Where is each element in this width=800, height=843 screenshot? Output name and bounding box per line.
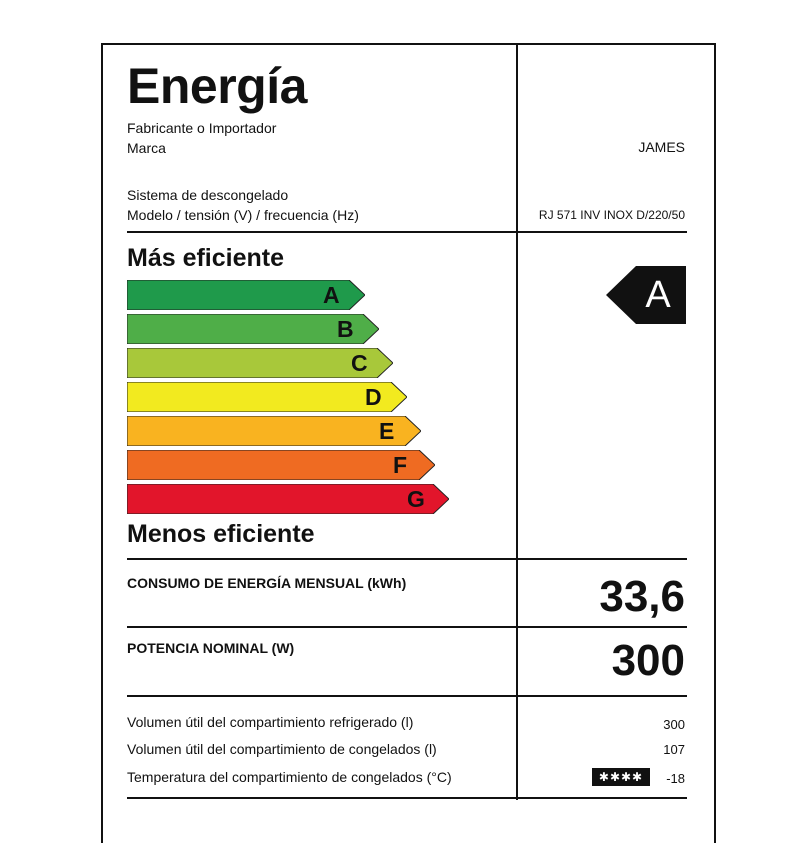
divider-bottom — [127, 797, 687, 799]
frozen-volume-label: Volumen útil del compartimiento de congelados (l) — [127, 741, 437, 757]
divider-power — [127, 695, 687, 697]
brand-value: JAMES — [638, 139, 685, 155]
efficiency-bar-c — [127, 348, 393, 378]
efficiency-bar-letter: A — [323, 282, 340, 308]
efficiency-bar-b — [127, 314, 379, 344]
efficiency-bar-letter: C — [351, 350, 368, 376]
manufacturer-label: Fabricante o Importador — [127, 120, 277, 136]
model-value: RJ 571 INV INOX D/220/50 — [538, 208, 685, 222]
power-label: POTENCIA NOMINAL (W) — [127, 640, 295, 656]
efficiency-bar-g — [127, 484, 449, 514]
brand-label: Marca — [127, 140, 166, 156]
efficiency-bar-letter: G — [407, 486, 425, 512]
more-efficient-label: Más eficiente — [127, 244, 285, 272]
efficiency-bar-a — [127, 280, 365, 310]
efficiency-bar-e — [127, 416, 421, 446]
defrost-label: Sistema de descongelado — [127, 187, 289, 203]
efficiency-bar-letter: B — [337, 316, 354, 342]
consumption-value: 33,6 — [599, 572, 685, 621]
label-title: Energía — [127, 58, 307, 114]
refrigerated-volume-value: 300 — [663, 717, 685, 732]
divider-scale — [127, 558, 687, 560]
column-divider — [516, 43, 518, 800]
efficiency-bar-f — [127, 450, 435, 480]
freezer-stars-icon: ✱✱✱✱ — [592, 768, 650, 786]
refrigerated-volume-label: Volumen útil del compartimiento refrigerado (l) — [127, 714, 414, 730]
divider-header — [127, 231, 687, 233]
power-value: 300 — [611, 636, 685, 685]
less-efficient-label: Menos eficiente — [127, 520, 315, 548]
freezer-temperature-label: Temperatura del compartimiento de congelados (°C) — [127, 769, 452, 785]
efficiency-bar-letter: F — [393, 452, 408, 478]
frozen-volume-value: 107 — [663, 742, 685, 757]
model-label: Modelo / tensión (V) / frecuencia (Hz) — [127, 207, 359, 223]
efficiency-bar-letter: E — [379, 418, 395, 444]
freezer-temperature-value: -18 — [666, 771, 685, 786]
rating-letter: A — [645, 274, 671, 316]
efficiency-bar-letter: D — [365, 384, 382, 410]
efficiency-bar-d — [127, 382, 407, 412]
divider-consumption — [127, 626, 687, 628]
consumption-label: CONSUMO DE ENERGÍA MENSUAL (kWh) — [127, 575, 407, 591]
